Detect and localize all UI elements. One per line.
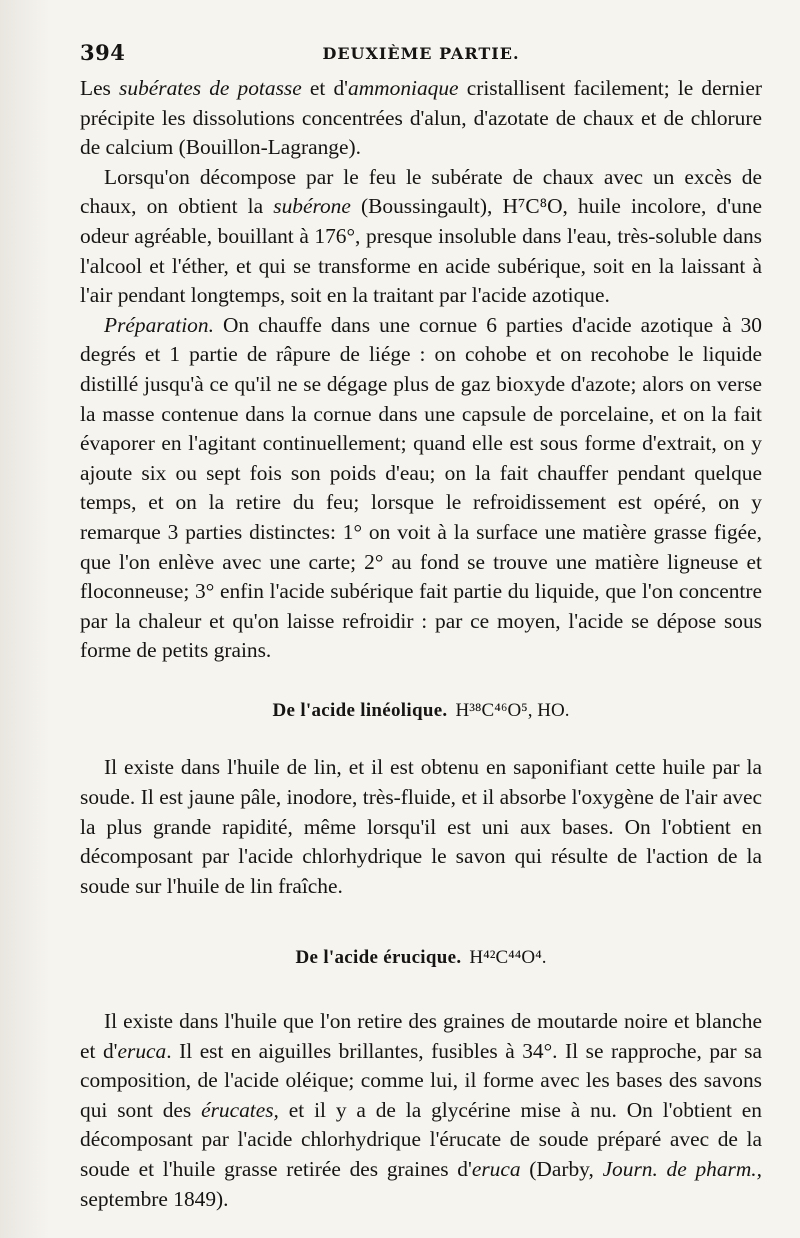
chemical-formula: H³⁸C⁴⁶O⁵, HO. [455,699,570,721]
section-heading-label: De l'acide érucique. [295,947,462,969]
section-heading-linoleic [80,696,762,726]
body-text [80,74,762,1214]
paragraph-suberates: Les subérates de potasse et d'ammoniaque cristallisent facilement; le dernier précipite les dissolutions concentrées d'alun, d'azotate de chaux et de chlorure de calcium (Bouillon-Lagrange). [80,76,762,160]
paragraph-suberone: Lorsqu'on décompose par le feu le subérate de chaux avec un excès de chaux, on obtient la subérone (Boussingault), H⁷C⁸O, huile incolore, d'une odeur agréable, bouillant à 176°, presque insoluble dans l'eau, très-soluble dans l'alcool et l'éther, et qui se transforme en acide subérique, soit en la laissant à l'air pendant longtemps, soit en la traitant par l'acide azotique. [80,164,762,308]
section-heading-label: De l'acide linéolique. [272,699,448,721]
running-title: DEUXIÈME PARTIE. [322,44,520,63]
italic-term: subérates de potasse [119,76,302,100]
italic-term: Journ. de pharm., [602,1157,762,1181]
italic-term: érucates, [201,1097,279,1122]
running-header [80,38,762,74]
paragraph-preparation: Préparation. On chauffe dans une cornue 6 parties d'acide azotique à 30 degrés et 1 partie de râpure de liége : on cohobe et on recohobe le liquide distillé jusqu'à ce qu'il ne se dégage plus de gaz bioxyde d'azote; alors on verse la masse contenue dans la cornue dans une capsule de porcelaine, et on la fait évaporer en l'agitant continuellement; quand elle est sous forme d'extrait, on y ajoute six ou sept fois son poids d'eau; on la fait chauffer pendant quelque temps, et on la retire du feu; lorsque le refroidissement est opéré, on y remarque 3 parties distinctes: 1° on voit à la surface une matière grasse figée, que l'on enlève avec une carte; 2° au fond se trouve une matière ligneuse et floconneuse; 3° enfin l'acide subérique fait partie du liquide, que l'on concentre par la chaleur et qu'on laisse refroidir : par ce moyen, l'acide se dépose sous forme de petits grains. [80,312,762,663]
section-heading-erucic [80,943,762,973]
italic-term: eruca [471,1157,521,1181]
italic-term: ammoniaque [348,76,459,100]
italic-term: eruca [117,1038,167,1063]
paragraph-linoleic: Il existe dans l'huile de lin, et il est obtenu en saponifiant cette huile par la soude. Il est jaune pâle, inodore, très-fluide, et il absorbe l'oxygène de l'air avec la plus grande rapidité, même lorsqu'il est uni aux bases. On l'obtient en décomposant par l'acide chlorhydrique le savon qui résulte de l'action de la soude sur l'huile de lin fraîche. [80,755,762,898]
page-number: 394 [80,40,126,65]
italic-term: subérone [273,194,351,219]
italic-term: Préparation. [104,312,214,337]
chemical-formula: H⁴²C⁴⁴O⁴. [469,947,547,969]
paragraph-erucic: Il existe dans l'huile que l'on retire des graines de moutarde noire et blanche et d'eruca. Il est en aiguilles brillantes, fusibles à 34°. Il se rapproche, par sa composition, de l'acide oléique; comme lui, il forme avec les bases des savons qui sont des érucates, et il y a de la glycérine mise à nu. On l'obtient en décomposant par l'acide chlorhydrique l'érucate de soude préparé avec de la soude et l'huile grasse retirée des graines d'eruca (Darby, Journ. de pharm., septembre 1849). [80,1009,762,1211]
